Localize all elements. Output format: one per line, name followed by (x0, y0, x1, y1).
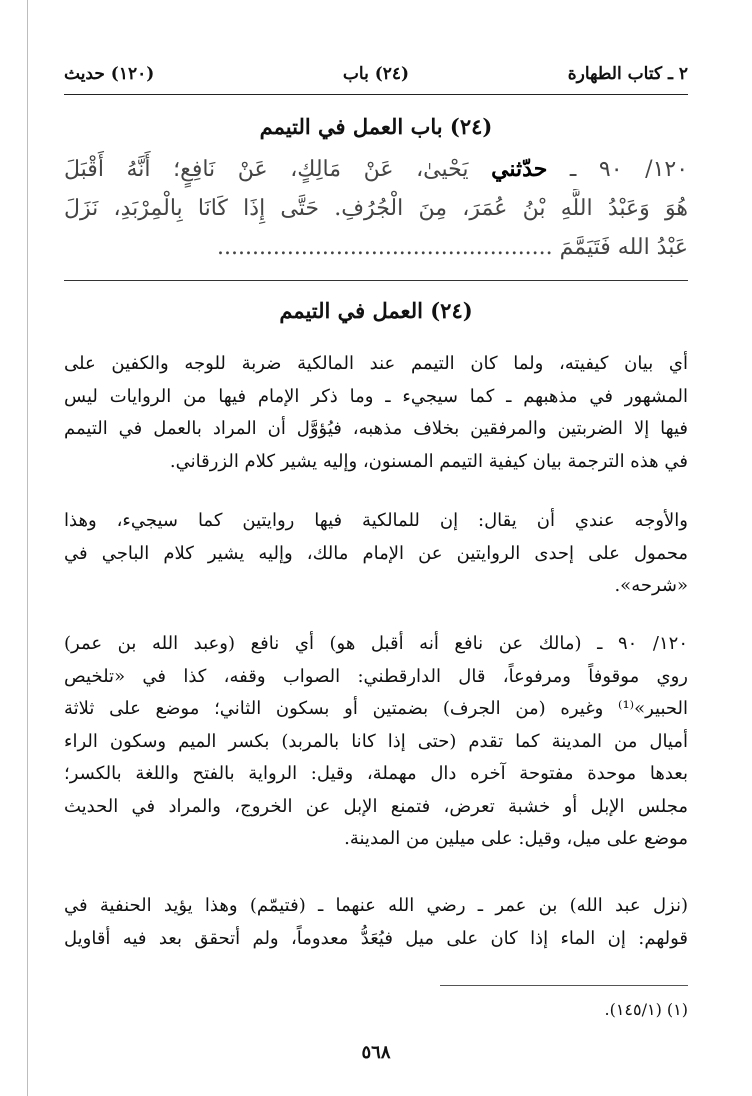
paragraph-line: المشهور في مذهبهم ـ كما سيجيء ـ وما ذكر الإمام فيها من الروايات ليس (64, 385, 688, 407)
chapter-title: (٢٤) باب العمل في التيمم (259, 114, 493, 139)
paragraph-line: ١٢٠/ ٩٠ ـ (مالك عن نافع أنه أقبل هو) أي نافع (وعبد الله بن عمر) (64, 633, 688, 654)
hadith-line: عَبْدُ الله فَتَيَمَّمَ ................................................ (216, 235, 688, 260)
margin-line (27, 0, 28, 1096)
paragraph-line: بعدها موحدة مفتوحة آخره دال مهملة، وقيل: الرواية بالفتح واللغة بالكسر؛ (64, 763, 688, 784)
section-divider (64, 280, 688, 281)
commentary-title: (٢٤) العمل في التيمم (279, 298, 473, 323)
hadith-keyword: حدّثني (491, 156, 548, 182)
paragraph-2 (64, 505, 688, 603)
paragraph-line: في هذه الترجمة بيان كيفية التيمم المسنون، وإليه يشير كلام الزرقاني. (169, 450, 688, 472)
paragraph-line: «شرحه». (614, 575, 688, 596)
paragraph-line: روي موقوفاً ومرفوعاً، قال الدارقطني: الصواب وقفه، كذا في «تلخيص (64, 665, 688, 687)
footnote: (١) (١٤٥/١). (604, 1000, 688, 1019)
footnote-divider (440, 985, 688, 986)
paragraph-4 (64, 890, 688, 955)
header-divider (64, 94, 688, 95)
paragraph-line: أميال من المدينة كما تقدم (حتى إذا كانا بالمربد) بكسر الميم وسكون الراء (64, 730, 688, 752)
hadith-line-text: يَحْيىٰ، عَنْ مَالِكٍ، عَنْ نَافِعٍ؛ أَنَّهُ أَقْبَلَ (64, 157, 492, 182)
paragraph-3 (64, 628, 688, 856)
paragraph-line: محمول على إحدى الروايتين عن الإمام مالك، وإليه يشير كلام الباجي في (64, 542, 688, 564)
paragraph-line: مجلس الإبل أو خشبة تعرض، فتمنع الإبل عن الخروج، والمراد في الحديث (64, 795, 688, 817)
running-header (64, 64, 688, 94)
paragraph-line: موضع على ميل، وقيل: على ميلين من المدينة. (344, 828, 688, 849)
paragraph-line: أي بيان كيفيته، ولما كان التيمم عند المالكية ضربة للوجه والكفين على (64, 353, 688, 374)
paragraph-1 (64, 348, 688, 478)
hadith-line: هُوَ وَعَبْدُ اللَّهِ بْنُ عُمَرَ، مِنَ الْجُرُفِ. حَتَّى إِذَا كَانَا بِالْمِرْبَدِ، نَزَلَ (64, 196, 688, 221)
hadith-line (64, 150, 688, 189)
paragraph-line: والأوجه عندي أن يقال: إن للمالكية فيها روايتين كما سيجيء، وهذا (64, 510, 688, 531)
header-chapter: (٢٤) باب (342, 64, 410, 84)
header-book-title: ٢ ـ كتاب الطهارة (567, 64, 688, 84)
paragraph-line: فيها إلا الضربتين والمرفقين بخلاف مذهبه، فيُؤوَّل أن المراد بالعمل في التيمم (64, 418, 688, 439)
hadith-text (64, 150, 688, 267)
paragraph-line: قولهم: إن الماء إذا كان على ميل فيُعَدُّ معدوماً، ولم أتحقق بعد فيه أقاويل (64, 927, 688, 949)
header-hadith-number: (١٢٠) حديث (64, 64, 155, 84)
page-number: ٥٦٨ (361, 1042, 391, 1063)
paragraph-line: (نزل عبد الله) بن عمر ـ رضي الله عنهما ـ (فتيمّم) وهذا يؤيد الحنفية في (64, 895, 688, 916)
paragraph-line: الحبير»⁽¹⁾ وغيره (من الجرف) بضمتين أو بسكون الثاني؛ موضع على ثلاثة (64, 698, 688, 719)
hadith-number: ١٢٠/ ٩٠ ـ (547, 157, 688, 182)
